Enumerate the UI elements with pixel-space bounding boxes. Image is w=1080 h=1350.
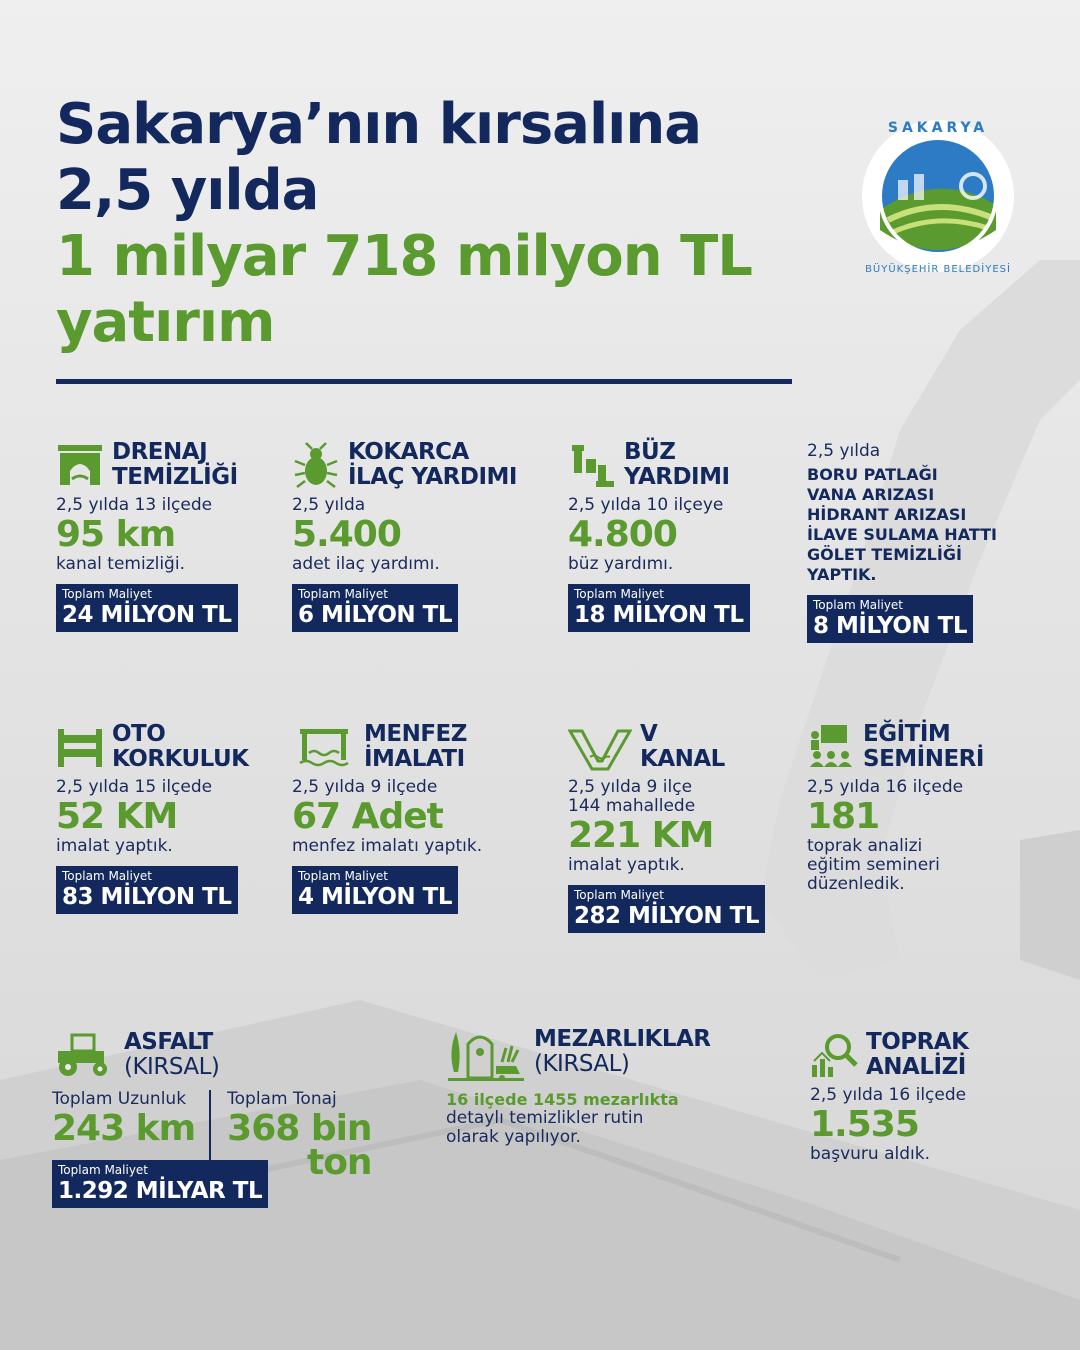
cost-value: 282 MİLYON TL xyxy=(574,903,760,929)
cost-value: 6 MİLYON TL xyxy=(298,602,453,628)
item-oto-korkuluk xyxy=(56,722,248,914)
soil-title-2: ANALİZİ xyxy=(866,1054,966,1080)
item-desc: menfez imalatı yaptık. xyxy=(292,836,483,856)
item-value: 67 Adet xyxy=(292,796,443,837)
item-title-2: İMALATI xyxy=(364,746,465,772)
item-title-1: V xyxy=(640,721,658,747)
asphalt-tonnage-unit: ton xyxy=(306,1142,372,1183)
item-v-kanal xyxy=(568,722,765,933)
item-sub: 2,5 yılda 13 ilçede xyxy=(56,495,213,515)
culvert-icon xyxy=(292,723,356,771)
item-value: 181 xyxy=(807,796,880,837)
item-title-2: TEMİZLİĞİ xyxy=(112,464,238,490)
item-value: 95 km xyxy=(56,514,176,555)
cost-label: Toplam Maliyet xyxy=(298,869,389,883)
cemetery-title-1: MEZARLIKLAR xyxy=(534,1026,711,1052)
item-drenaj xyxy=(56,440,238,632)
cost-box xyxy=(292,584,458,632)
road-roller-icon xyxy=(52,1031,116,1079)
v-channel-icon xyxy=(568,723,632,771)
item-line: YAPTIK. xyxy=(807,565,877,584)
soil-title-1: TOPRAK xyxy=(866,1029,969,1055)
item-title-1: BÜZ xyxy=(624,439,676,465)
item-line: İLAVE SULAMA HATTI xyxy=(807,525,997,544)
item-menfez xyxy=(292,722,482,914)
item-title-1: DRENAJ xyxy=(112,439,208,465)
cost-label: Toplam Maliyet xyxy=(58,1163,149,1177)
item-value: 4.800 xyxy=(568,514,677,555)
cost-box xyxy=(568,584,750,632)
item-line: HİDRANT ARIZASI xyxy=(807,505,967,524)
asphalt-title-2: (KIRSAL) xyxy=(124,1054,220,1080)
title-divider xyxy=(56,379,792,384)
item-asfalt xyxy=(52,1030,372,1208)
cost-label: Toplam Maliyet xyxy=(574,888,665,902)
item-sub: 2,5 yılda 9 ilçe xyxy=(568,777,693,797)
cost-value: 8 MİLYON TL xyxy=(813,613,968,639)
asphalt-title-1: ASFALT xyxy=(124,1029,213,1055)
item-line: BORU PATLAĞI xyxy=(807,465,938,484)
seminar-icon xyxy=(807,723,855,771)
cost-label: Toplam Maliyet xyxy=(574,587,665,601)
item-title-2: SEMİNERİ xyxy=(863,746,984,772)
cost-box xyxy=(807,595,973,643)
item-sub: 2,5 yılda xyxy=(292,495,366,515)
guardrail-icon xyxy=(56,723,104,771)
item-egitim xyxy=(807,722,984,894)
item-title-1: MENFEZ xyxy=(364,721,467,747)
cost-label: Toplam Maliyet xyxy=(62,869,153,883)
cost-box xyxy=(56,584,238,632)
cost-box xyxy=(568,885,765,933)
item-desc: adet ilaç yardımı. xyxy=(292,554,440,574)
item-desc: imalat yaptık. xyxy=(56,836,173,856)
item-line: GÖLET TEMİZLİĞİ xyxy=(807,545,962,564)
item-sub: 2,5 yılda 16 ilçede xyxy=(807,777,964,797)
asphalt-length-value: 243 km xyxy=(52,1108,196,1149)
title-line-3: 1 milyar 718 milyon TL xyxy=(56,224,752,289)
cemetery-highlight: 16 ilçede 1455 mezarlıkta xyxy=(446,1090,679,1109)
soil-sub: 2,5 yılda 16 ilçede xyxy=(810,1085,967,1105)
item-value: 221 KM xyxy=(568,815,714,856)
title-line-1: Sakarya’nın kırsalına xyxy=(56,92,701,157)
item-sub: 2,5 yılda 10 ilçeye xyxy=(568,495,724,515)
item-desc: kanal temizliği. xyxy=(56,554,185,574)
pipe-icon xyxy=(568,441,616,489)
item-sub: 2,5 yılda xyxy=(807,441,881,461)
soil-value: 1.535 xyxy=(810,1104,919,1145)
item-title-2: KORKULUK xyxy=(112,746,249,772)
item-title-2: İLAÇ YARDIMI xyxy=(348,464,517,490)
item-desc-line: eğitim semineri xyxy=(807,855,940,875)
svg-text:BÜYÜKŞEHİR BELEDİYESİ: BÜYÜKŞEHİR BELEDİYESİ xyxy=(865,264,1011,275)
soil-analysis-icon xyxy=(810,1031,858,1079)
title-line-2: 2,5 yılda xyxy=(56,158,319,223)
item-sub: 2,5 yılda 9 ilçede xyxy=(292,777,438,797)
cost-value: 83 MİLYON TL xyxy=(62,884,232,910)
cost-box xyxy=(292,866,458,914)
cemetery-title-2: (KIRSAL) xyxy=(534,1051,630,1077)
item-desc: imalat yaptık. xyxy=(568,855,685,875)
cost-value: 4 MİLYON TL xyxy=(298,884,453,910)
asphalt-length-label: Toplam Uzunluk xyxy=(52,1089,187,1109)
item-buz xyxy=(568,440,750,632)
asphalt-tonnage-label: Toplam Tonaj xyxy=(227,1089,337,1109)
asphalt-tonnage-value: 368 bin xyxy=(227,1108,372,1149)
item-line: VANA ARIZASI xyxy=(807,485,935,504)
item-toprak xyxy=(810,1030,968,1164)
item-mezarlik xyxy=(446,1022,711,1147)
item-title-2: YARDIMI xyxy=(624,464,730,490)
sakarya-logo xyxy=(848,100,1018,280)
item-kokarca xyxy=(292,440,517,632)
cost-value: 24 MİLYON TL xyxy=(62,602,232,628)
cost-label: Toplam Maliyet xyxy=(298,587,389,601)
item-boru xyxy=(807,442,997,643)
title-line-4: yatırım xyxy=(56,290,275,355)
item-title-1: KOKARCA xyxy=(348,439,469,465)
cemetery-desc-2: olarak yapılıyor. xyxy=(446,1127,581,1147)
item-sub-2: 144 mahallede xyxy=(568,796,696,816)
cost-value: 18 MİLYON TL xyxy=(574,602,744,628)
cost-box xyxy=(52,1160,268,1208)
cost-box xyxy=(56,866,238,914)
item-title-1: EĞİTİM xyxy=(863,721,951,747)
item-value: 5.400 xyxy=(292,514,401,555)
item-sub: 2,5 yılda 15 ilçede xyxy=(56,777,213,797)
item-title-1: OTO xyxy=(112,721,166,747)
item-desc-line: düzenledik. xyxy=(807,874,905,894)
item-value: 52 KM xyxy=(56,796,178,837)
drain-icon xyxy=(56,441,104,489)
cost-label: Toplam Maliyet xyxy=(62,587,153,601)
bug-icon xyxy=(292,441,340,489)
item-title-2: KANAL xyxy=(640,746,725,772)
item-desc: büz yardımı. xyxy=(568,554,674,574)
cost-value: 1.292 MİLYAR TL xyxy=(58,1178,263,1204)
page-title xyxy=(56,92,752,356)
svg-text:SAKARYA: SAKARYA xyxy=(887,120,989,136)
cemetery-icon xyxy=(446,1022,526,1082)
soil-desc: başvuru aldık. xyxy=(810,1144,930,1164)
item-desc-line: toprak analizi xyxy=(807,836,923,856)
cemetery-desc-1: detaylı temizlikler rutin xyxy=(446,1108,644,1128)
cost-label: Toplam Maliyet xyxy=(813,598,904,612)
